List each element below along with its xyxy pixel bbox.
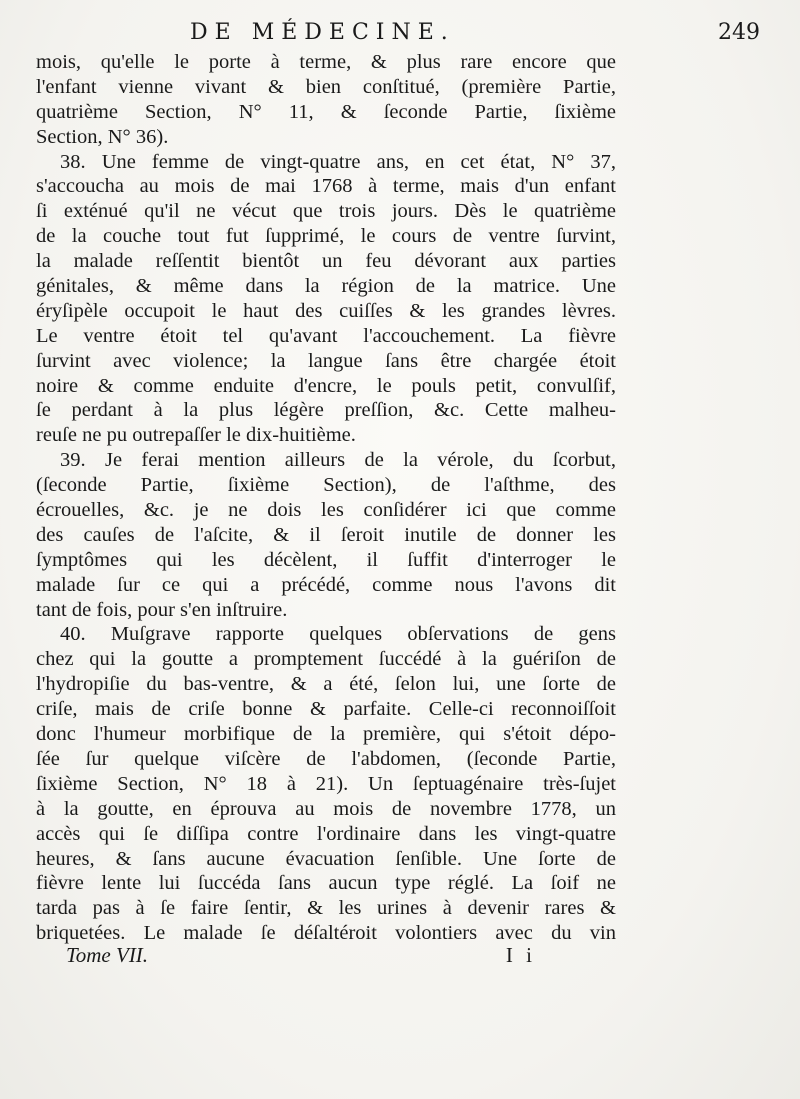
text-line: tant de fois, pour s'en inſtruire. bbox=[36, 598, 288, 621]
text-line: fièvre lente lui ſuccéda ſans aucun type réglé. La ſoif ne bbox=[36, 872, 616, 895]
text-line: malade ſur ce qui a précédé, comme nous l'avons dit bbox=[36, 573, 616, 596]
text-line: ſe perdant à la plus légère preſſion, &c. Cette malheu- bbox=[36, 399, 616, 422]
text-line: écrouelles, &c. je ne dois les conſidérer ici que comme bbox=[36, 499, 616, 522]
text-line: s'accoucha au mois de mai 1768 à terme, mais d'un enfant bbox=[36, 175, 616, 198]
text-line: briquetées. Le malade ſe déſaltéroit volontiers avec du vin bbox=[36, 922, 616, 945]
text-line: ſymptômes qui les décèlent, il ſuffit d'interroger le bbox=[36, 548, 616, 571]
text-line: heures, & ſans aucune évacuation ſenſible. Une ſorte de bbox=[36, 847, 616, 870]
page-number: 249 bbox=[718, 20, 760, 45]
paragraph-39-start: 39. Je ferai mention ailleurs de la vérole, du ſcorbut, bbox=[60, 449, 616, 472]
text-line: des cauſes de l'aſcite, & il ſeroit inutile de donner les bbox=[36, 523, 616, 546]
text-line: noire & comme enduite d'encre, le pouls petit, convulſif, bbox=[36, 374, 616, 397]
text-line: quatrième Section, N° 11, & ſeconde Partie, ſixième bbox=[36, 100, 616, 123]
text-line: génitales, & même dans la région de la matrice. Une bbox=[36, 275, 616, 298]
paragraph-38-start: 38. Une femme de vingt-quatre ans, en cet état, N° 37, bbox=[60, 150, 616, 173]
text-line: l'hydropiſie du bas-ventre, & a été, ſelon lui, une ſorte de bbox=[36, 673, 616, 696]
volume-marker: Tome VII. bbox=[66, 943, 149, 967]
text-line: tarda pas à ſe faire ſentir, & les urines à devenir rares & bbox=[36, 897, 616, 920]
text-line: à la goutte, en éprouva au mois de novembre 1778, un bbox=[36, 797, 616, 820]
text-line: donc l'humeur morbifique de la première, qui s'étoit dépo- bbox=[36, 723, 616, 746]
text-line: chez qui la goutte a promptement ſuccédé à la guériſon de bbox=[36, 648, 616, 671]
text-line: Le ventre étoit tel qu'avant l'accouchement. La fièvre bbox=[36, 324, 616, 347]
page-header bbox=[60, 20, 760, 50]
page-footer bbox=[66, 943, 536, 971]
running-title: DE MÉDECINE. bbox=[190, 20, 455, 45]
text-line: la malade reſſentit bientôt un feu dévorant aux parties bbox=[36, 250, 616, 273]
text-line: accès qui ſe diſſipa contre l'ordinaire dans les vingt-quatre bbox=[36, 822, 616, 845]
text-line: (ſeconde Partie, ſixième Section), de l'aſthme, des bbox=[36, 474, 616, 497]
text-line: éryſipèle occupoit le haut des cuiſſes & les grandes lèvres. bbox=[36, 299, 616, 322]
text-line: l'enfant vienne vivant & bien conſtitué, (première Partie, bbox=[36, 75, 616, 98]
text-line: ſi exténué qu'il ne vécut que trois jours. Dès le quatrième bbox=[36, 200, 616, 223]
text-line: de la couche tout fut ſupprimé, le cours de ventre ſurvint, bbox=[36, 225, 616, 248]
text-line: ſurvint avec violence; la langue ſans être chargée étoit bbox=[36, 349, 616, 372]
text-line: ſixième Section, N° 18 à 21). Un ſeptuagénaire très-ſujet bbox=[36, 772, 616, 795]
paragraph-40-start: 40. Muſgrave rapporte quelques obſervations de gens bbox=[60, 623, 616, 646]
signature-mark: I i bbox=[505, 943, 536, 967]
text-line: ſée ſur quelque viſcère de l'abdomen, (ſeconde Partie, bbox=[36, 747, 616, 770]
text-line: reuſe ne pu outrepaſſer le dix-huitième. bbox=[36, 424, 356, 447]
text-line: criſe, mais de criſe bonne & parfaite. Celle-ci reconnoiſſoit bbox=[36, 698, 616, 721]
body-text bbox=[36, 50, 616, 946]
text-line: mois, qu'elle le porte à terme, & plus rare encore que bbox=[36, 51, 616, 73]
text-line: Section, N° 36). bbox=[36, 125, 169, 148]
